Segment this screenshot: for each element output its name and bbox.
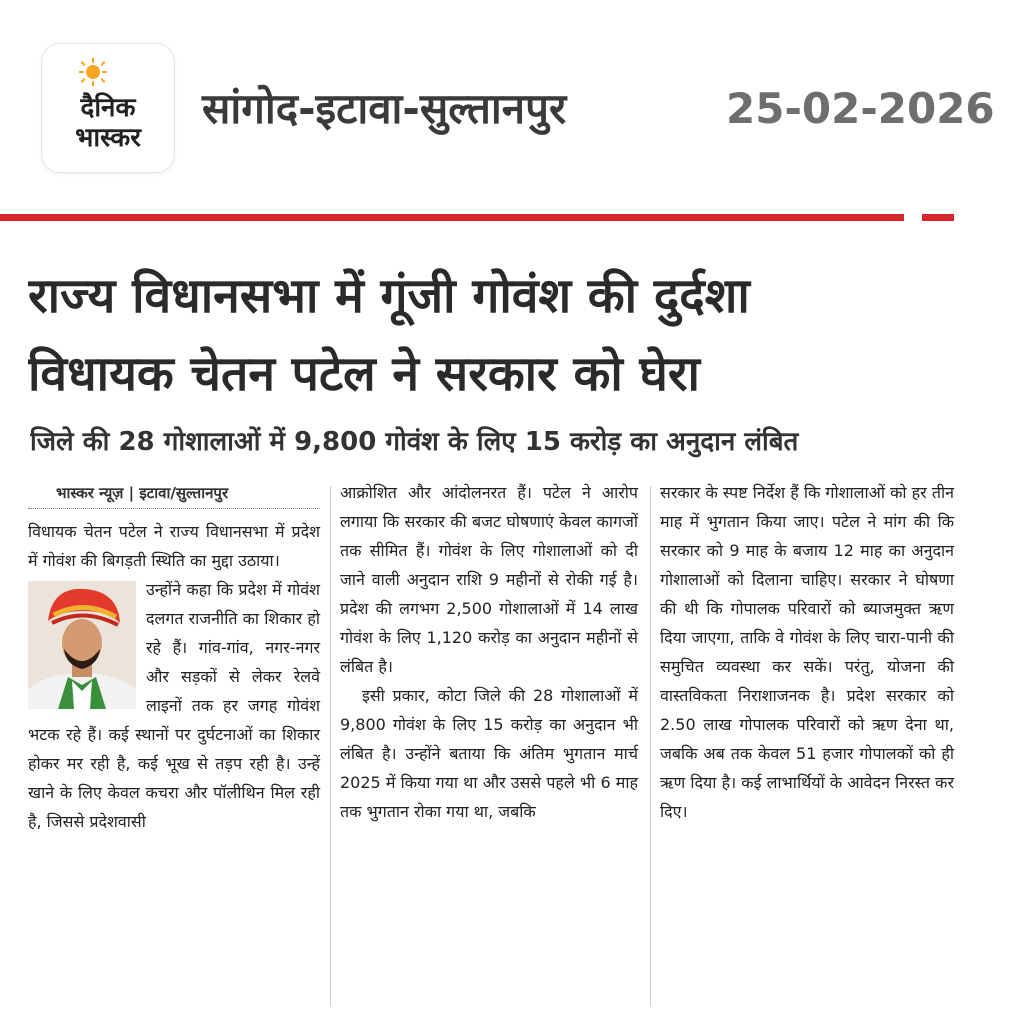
article-column-2 [340,478,638,826]
column-2-paragraph-2: इसी प्रकार, कोटा जिले की 28 गोशालाओं में 9,800 गोवंश के लिए 15 करोड़ का अनुदान भी लंबित है। उन्होंने बताया कि अंतिम भुगतान मार्च 2025 में किया गया था और उससे पहले भी 6 माह तक भुगतान रोका गया था, जबकि [340,686,638,821]
edition-date: 25-02-2026 [726,84,995,133]
red-rule-end [922,214,954,221]
logo-line-1: दैनिक [80,93,136,123]
article-column-3 [660,478,954,826]
mla-photo [28,581,136,709]
portrait-image [28,581,136,709]
sun-icon [79,58,107,86]
article-column-1 [28,478,320,836]
column-2-paragraph-1: आक्रोशित और आंदोलनरत हैं। पटेल ने आरोप लगाया कि सरकार की बजट घोषणाएं केवल कागजों तक सीमित हैं। गोवंश के लिए गोशालाओं को दी जाने वाली अनुदान राशि 9 महीनों से रोकी गई है। प्रदेश की लगभग 2,500 गोशालाओं में 14 लाख गोवंश के लिए 1,120 करोड़ का अनुदान महीनों से लंबित है। [340,483,638,676]
red-rule [0,214,904,221]
headline-line-1: राज्य विधानसभा में गूंजी गोवंश की दुर्दशा [28,268,750,324]
byline: भास्कर न्यूज़ | इटावा/सुल्तानपुर [28,478,320,509]
sub-headline: जिले की 28 गोशालाओं में 9,800 गोवंश के लिए 15 करोड़ का अनुदान लंबित [30,427,799,457]
column-divider [650,486,651,1006]
column-divider [330,486,331,1006]
logo-line-2: भास्कर [75,123,141,153]
intro-paragraph: विधायक चेतन पटेल ने राज्य विधानसभा में प्रदेश में गोवंश की बिगड़ती स्थिति का मुद्दा उठाया। [28,522,320,570]
column-3-paragraph: सरकार के स्पष्ट निर्देश हैं कि गोशालाओं को हर तीन माह में भुगतान किया जाए। पटेल ने मांग की कि सरकार को 9 माह के बजाय 12 माह का अनुदान गोशालाओं को दिलाना चाहिए। सरकार ने घोषणा की थी कि गोपालक परिवारों को ब्याजमुक्त ऋण दिया जाएगा, ताकि वे गोवंश के लिए चारा-पानी की समुचित व्यवस्था कर सकें। परंतु, योजना की वास्तविकता निराशाजनक है। प्रदेश सरकार को 2.50 लाख गोपालक परिवारों को ऋण देना था, जबकि अब तक केवल 51 हजार गोपालकों को ही ऋण दिया है। कई लाभार्थियों के आवेदन निरस्त कर दिए। [660,483,954,821]
edition-name: सांगोद-इटावा-सुल्तानपुर [202,84,567,133]
wrapped-paragraph: उन्होंने कहा कि प्रदेश में गोवंश दलगत राजनीति का शिकार हो रहे हैं। गांव-गांव, नगर-नगर और सड़कों से लेकर रेलवे लाइनों तक हर जगह गोवंश भटक रहे हैं। कई स्थानों पर दुर्घटनाओं का शिकार होकर मर रही है, कई भूख से तड़प रही है। उन्हें खाने के लिए केवल कचरा और पॉलीथिन मिल रही है, जिससे प्रदेशवासी [28,580,320,831]
dainik-bhaskar-logo [42,44,174,172]
headline-line-2: विधायक चेतन पटेल ने सरकार को घेरा [28,346,700,402]
